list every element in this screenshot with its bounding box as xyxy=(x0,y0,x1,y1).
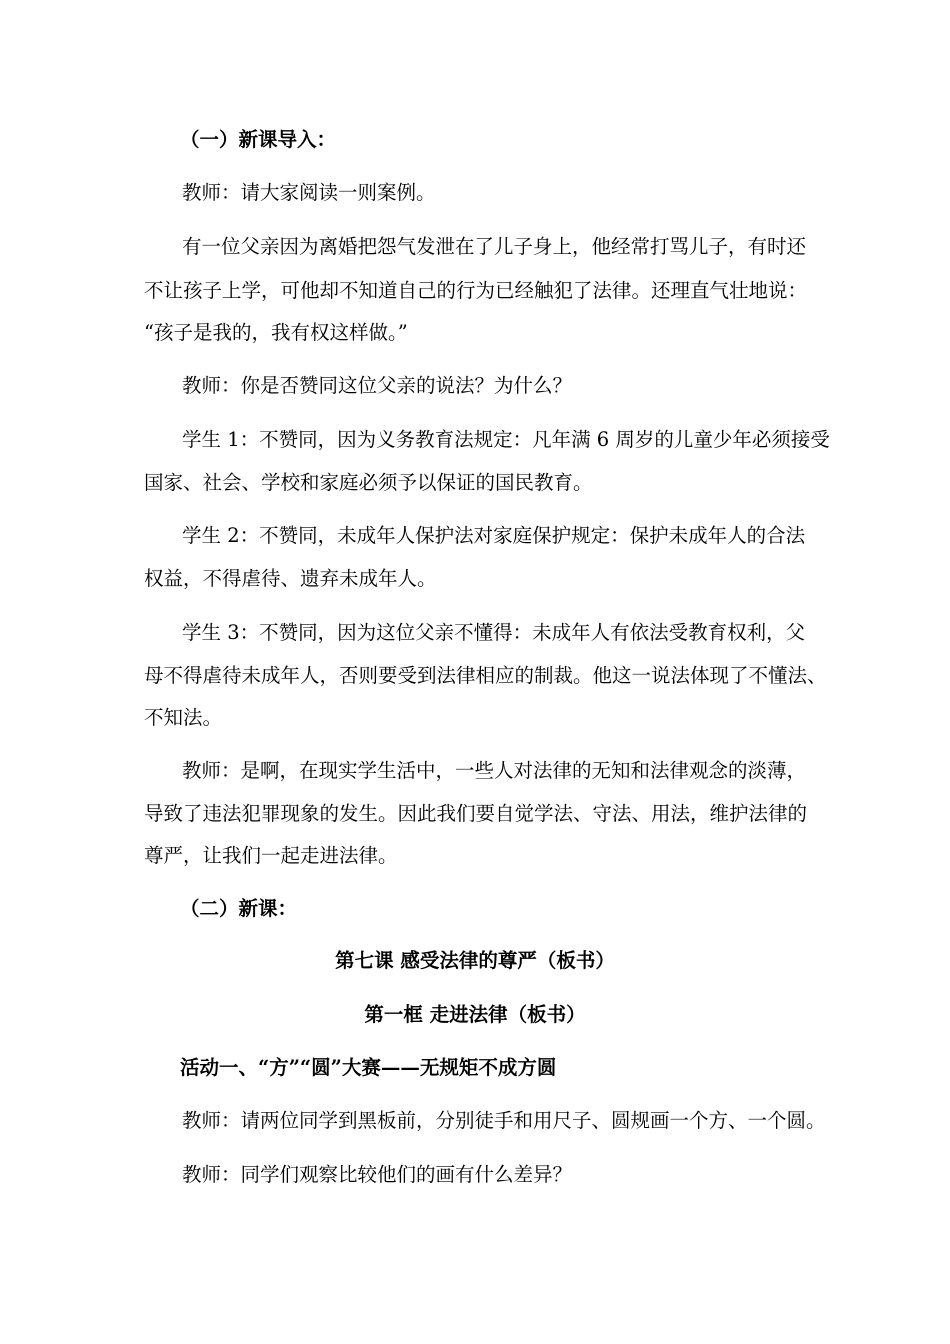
student3-line-1: 学生 3：不赞同，因为这位父亲不懂得：未成年人有依法受教育权利，父 xyxy=(182,621,806,644)
student1-line-1: 学生 1：不赞同，因为义务教育法规定：凡年满 6 周岁的儿童少年必须接受 xyxy=(182,428,830,451)
frame-title: 第一框 走进法律（板书） xyxy=(364,1003,586,1026)
section-heading-new-lesson: （二）新课： xyxy=(180,897,298,920)
student3-line-2: 母不得虐待未成年人，否则要受到法律相应的制裁。他这一说法体现了不懂法、 xyxy=(144,664,827,687)
teacher-response-line-2: 导致了违法犯罪现象的发生。因此我们要自觉学法、守法、用法，维护法律的 xyxy=(144,802,808,825)
activity-title: 活动一、“方”“圆”大赛——无规矩不成方圆 xyxy=(180,1056,557,1079)
lesson-title: 第七课 感受法律的尊严（板书） xyxy=(335,949,615,972)
case-line-1: 有一位父亲因为离婚把怨气发泄在了儿子身上，他经常打骂儿子，有时还 xyxy=(182,235,807,258)
paragraph-teacher-intro: 教师：请大家阅读一则案例。 xyxy=(182,181,436,204)
case-line-2: 不让孩子上学，可他却不知道自己的行为已经触犯了法律。还理直气壮地说： xyxy=(144,279,808,302)
student3-line-3: 不知法。 xyxy=(144,706,223,729)
section-heading-intro: （一）新课导入： xyxy=(180,128,337,151)
paragraph-activity-question: 教师：同学们观察比较他们的画有什么差异？ xyxy=(182,1163,573,1186)
student1-line-2: 国家、社会、学校和家庭必须予以保证的国民教育。 xyxy=(144,471,593,494)
student2-line-2: 权益，不得虐待、遗弃未成年人。 xyxy=(144,567,437,590)
case-line-3: “孩子是我的，我有权这样做。” xyxy=(144,321,408,344)
paragraph-teacher-question: 教师：你是否赞同这位父亲的说法？为什么？ xyxy=(182,374,573,397)
teacher-response-line-3: 尊严，让我们一起走进法律。 xyxy=(144,844,398,867)
teacher-response-line-1: 教师：是啊，在现实学生活中，一些人对法律的无知和法律观念的淡薄， xyxy=(182,759,807,782)
paragraph-activity-instruction: 教师：请两位同学到黑板前，分别徒手和用尺子、圆规画一个方、一个圆。 xyxy=(182,1109,826,1132)
student2-line-1: 学生 2：不赞同，未成年人保护法对家庭保护规定：保护未成年人的合法 xyxy=(182,524,806,547)
